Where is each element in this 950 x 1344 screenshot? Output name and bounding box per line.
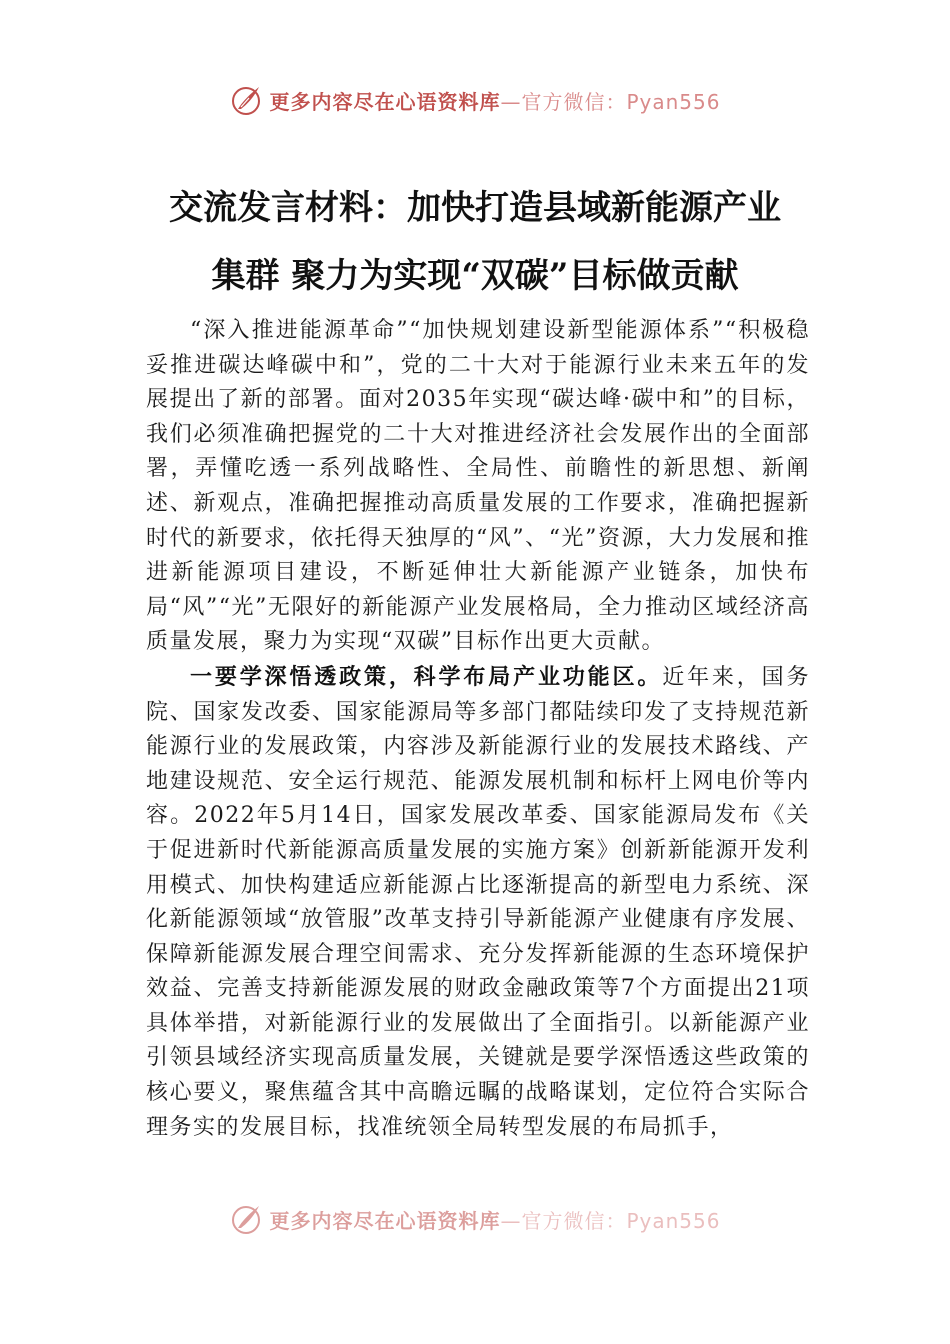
paragraph-intro: “深入推进能源革命”“加快规划建设新型能源体系”“积极稳妥推进碳达峰碳中和”，党的二十大对于能源行业未来五年的发展提出了新的部署。面对2035年实现“碳达峰·碳中和”的目标，我们必须准确把握党的二十大对推进经济社会发展作出的全面部署，弄懂吃透一系列战略性、全局性、前瞻性的新思想、新阐述、新观点，准确把握推动高质量发展的工作要求，准确把握新时代的新要求，依托得天独厚的“风”、“光”资源，大力发展和推进新能源项目建设，不断延伸壮大新能源产业链条，加快布局“风”“光”无限好的新能源产业发展格局，全力推动区域经济高质量发展，聚力为实现“双碳”目标作出更大贡献。 [146, 318, 810, 655]
watermark-text [269, 86, 720, 115]
paragraph-policy [146, 660, 810, 1145]
quill-logo-icon [229, 1204, 263, 1234]
watermark-footer-rest: —官方微信：Pyan556 [500, 1208, 721, 1233]
watermark-footer-text [269, 1205, 720, 1234]
watermark-header [0, 80, 950, 120]
paragraph-policy-body: 近年来，国务院、国家发改委、国家能源局等多部门都陆续印发了支持规范新能源行业的发展政策，内容涉及新能源行业的发展技术路线、产地建设规范、安全运行规范、能源发展机制和标杆上网电价等内容。2022年5月14日，国家发展改革委、国家能源局发布《关于促进新时代新能源高质量发展的实施方案》创新新能源开发利用模式、加快构建适应新能源占比逐渐提高的新型电力系统、深化新能源领域“放管服”改革支持引导新能源产业健康有序发展、保障新能源发展合理空间需求、充分发挥新能源的生态环境保护效益、完善支持新能源发展的财政金融政策等7个方面提出21项具体举措，对新能源行业的发展做出了全面指引。以新能源产业引领县域经济实现高质量发展，关键就是要学深悟透这些政策的核心要义，聚焦蕴含其中高瞻远瞩的战略谋划，定位符合实际合理务实的发展目标，找准统领全局转型发展的布局抓手， [146, 664, 810, 1140]
watermark-rest: —官方微信：Pyan556 [500, 89, 721, 114]
watermark-footer-brand: 更多内容尽在心语资料库 [269, 1208, 501, 1233]
quill-logo-icon [229, 83, 263, 117]
watermark-brand: 更多内容尽在心语资料库 [269, 89, 501, 114]
document-body [146, 314, 810, 1145]
document-title-line-1: 交流发言材料：加快打造县域新能源产业 [169, 188, 781, 228]
watermark-footer [0, 1204, 950, 1234]
document-title-line-2: 集群 聚力为实现“双碳”目标做贡献 [211, 256, 739, 296]
paragraph-policy-lead: 一要学深悟透政策，科学布局产业功能区。 [190, 663, 663, 690]
